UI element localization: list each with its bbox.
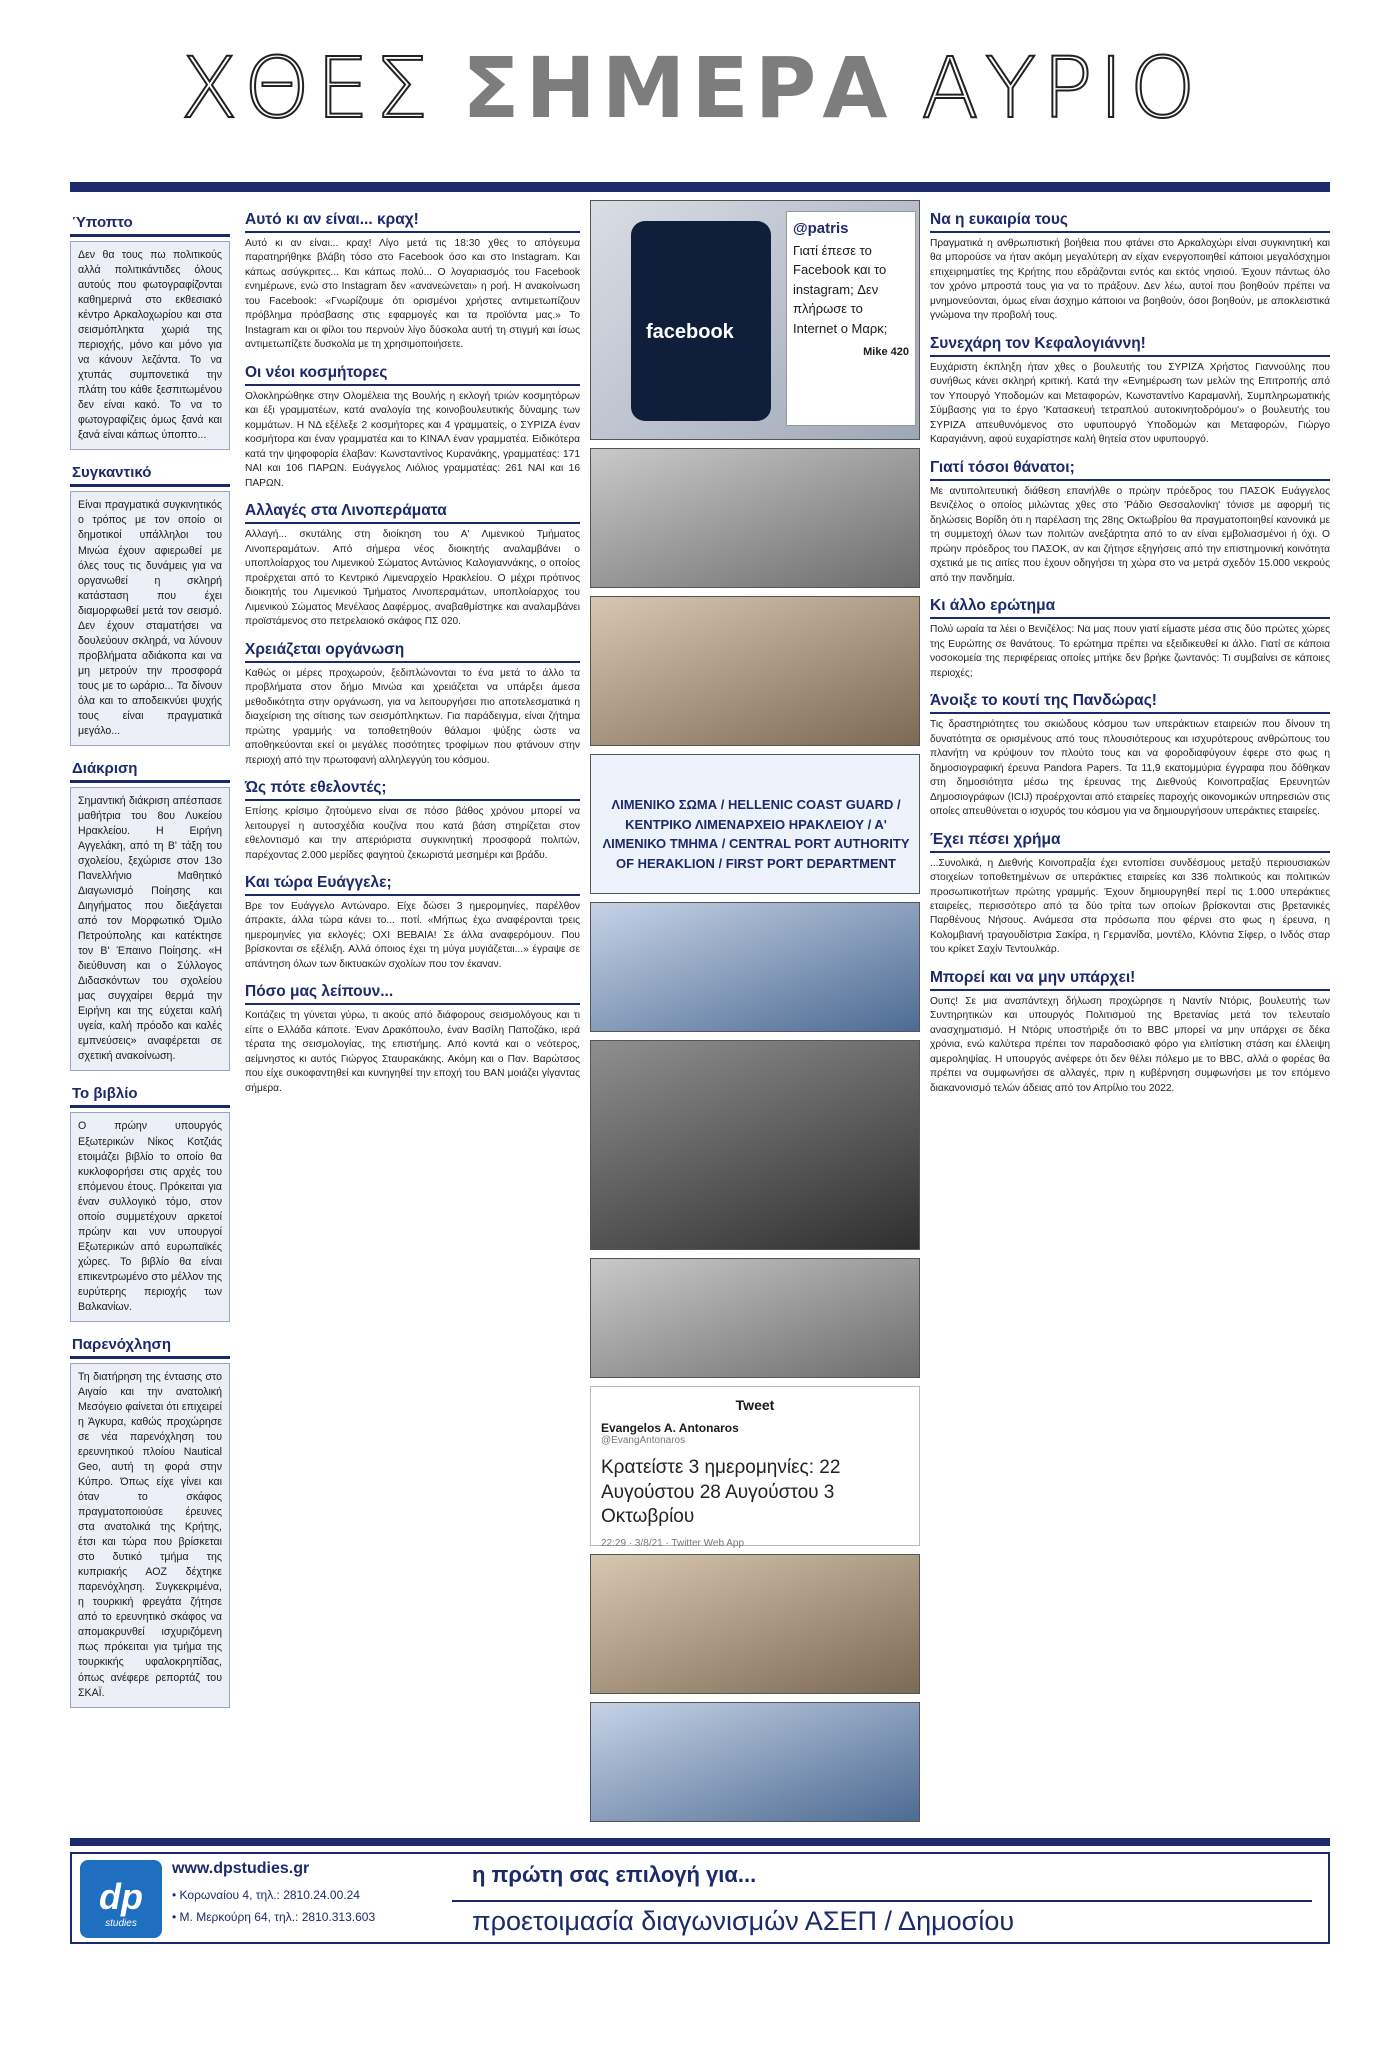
dorries-photo xyxy=(590,1702,920,1822)
tweet-handle: @EvangAntonaros xyxy=(601,1435,686,1446)
article-heading: Οι νέοι κοσμήτορες xyxy=(245,361,580,386)
patris-tag: @patris xyxy=(793,220,849,237)
tweet-body: Κρατείστε 3 ημερομηνίες: 22 Αυγούστου 28 Αυγούστου 3 Οκτωβρίου xyxy=(601,1457,841,1528)
article-heading: Αυτό κι αν είναι... κραχ! xyxy=(245,208,580,233)
advert-address-2: • Μ. Μερκούρη 64, τηλ.: 2810.313.603 xyxy=(172,1910,376,1924)
patris-cartoon xyxy=(786,211,916,426)
article xyxy=(930,966,1330,1096)
article-body: Επίσης κρίσιμο ζητούμενο είναι σε πόσο βάθος χρόνου μπορεί να λειτουργεί η αυτοσχέδια κουζίνα που κατά βάση στηρίζεται στον εθελοντισμό και την απεριόριστα συγκινητική προσφορά πολιτών, παρέχοντας 2.000 μερίδες φαγητού ζεκωριστά μεσημέρι και βράδυ. xyxy=(245,806,580,861)
article-heading: Ώς πότε εθελοντές; xyxy=(245,776,580,801)
article xyxy=(930,208,1330,324)
article xyxy=(245,980,580,1096)
logo-subtitle: studies xyxy=(105,1918,137,1929)
sidebar-heading: Ύποπτο xyxy=(70,210,230,237)
parliament-photo xyxy=(590,596,920,746)
sidebar-item xyxy=(70,1081,230,1321)
masthead xyxy=(0,0,1382,175)
sidebar-body: Τη διατήρηση της έντασης στο Αιγαίο και την ανατολική Μεσόγειο φαίνεται ότι επιχειρεί η Άγκυρα, καθώς προχώρησε σε νέα παρενόχληση του ερευνητικού πλοίου Nautical Geo, αυτή τη φορά στην Κύπρο. Όπως είχε γίνει και όταν το σκάφος πραγματοποιούσε έρευνες στα ανατολικά της Κρήτης, έτσι και τώρα που βρίσκεται στο δυτικό τμήμα της κυπριακής ΑΟΖ δέχτηκε παρενόχληση. Συγκεκριμένα, η τουρκική φρεγάτα ζήτησε από το ερευνητικό σκάφος να απομακρυνθεί ισχυριζόμενη πως πρόκειται για τμήμα της τουρκικής υφαλοκρηπίδας, όπως ανέφερε ρεπορτάζ του ΣΚΑΪ. xyxy=(70,1363,230,1708)
sidebar-item xyxy=(70,756,230,1072)
sidebar-heading: Συγκαντικό xyxy=(70,460,230,487)
tweet-author: Evangelos A. Antonaros xyxy=(601,1421,739,1435)
article xyxy=(245,871,580,972)
article-body: Με αντιπολιτευτική διάθεση επανήλθε ο πρώην πρόεδρος του ΠΑΣΟΚ Ευάγγελος Βενιζέλος ο οποίος μιλώντας χθες στο 'Ράδιο Θεσσαλονίκη' τόνισε με αφορμή τις δηλώσεις Βορίδη ότι η παρέλαση της 28ης Οκτωβρίου θα πραγματοποιηθεί κανονικά με τη συμμετοχή όλων των πολιτών ανεξάρτητα από το αν είναι εμβολιασμένοι ή όχι. Ο πρώην πρόεδρος του ΠΑΣΟΚ, αν και ζήτησε εξηγήσεις από την επιστημονική κοινότητα σχετικά με τις αιτίες που έχουν οδηγήσει τη χώρα στο να μετρά σχεδόν 15.000 νεκρούς από την πανδημία. xyxy=(930,485,1330,584)
article-heading: Και τώρα Ευάγγελε; xyxy=(245,871,580,896)
article-body: Βρε τον Ευάγγελο Αντώναρο. Είχε δώσει 3 ημερομηνίες, παρέλθον άπρακτε, άλλα τώρα κάνει το... ποτί. «Μήπως έχω αναφέρονται τρεις ημερομηνίες για εκλογές; ΟΧΙ ΒΕΒΑΙΑ! Σε άλλα αναφερόμουν. Που βρίσκονται σε εξέλιξη. Αλλά όποιος έχει τη μύγα μυγιάζεται...» έγραψε σε απάντηση όλων των δικτυακών σχολίων που τον έκαναν. xyxy=(245,900,580,970)
facebook-logo: facebook xyxy=(646,321,734,343)
antonaros-tweet xyxy=(590,1386,920,1550)
sidebar-heading: Παρενόχληση xyxy=(70,1332,230,1359)
article xyxy=(245,361,580,491)
right-column xyxy=(930,200,1330,1096)
article-heading: Συνεχάρη τον Κεφαλογιάννη! xyxy=(930,332,1330,357)
venizelos-photo xyxy=(590,902,920,1032)
politicians-photo xyxy=(590,448,920,588)
sidebar-item xyxy=(70,210,230,450)
article-heading: Πόσο μας λείπουν... xyxy=(245,980,580,1005)
article xyxy=(245,776,580,863)
article-body: Αλλαγή... σκυτάλης στη διοίκηση του Α' Λιμενικού Τμήματος Λινοπεραμάτων. Από σήμερα νέος διοικητής αναλαμβάνει ο υποπλοίαρχος του Λιμενικού Σώματος Αντώνιος Καλογιαννάκης, ο οποίος προέρχεται από το Κεντρικό Λιμεναρχείο Ηρακλείου. Ο μέχρι πρότινος διοικητής του Λιμενικού Τμήματος Λινοπεραμάτων, υποπλοίαρχος του Λιμενικού Σώματος Μενέλαος Δαφέρμος, αναβαθμίστηκε και αναλαμβάνει προϊστάμενος στο πετρελαιοκό σκάφος ΠΣ 020. xyxy=(245,529,580,628)
patris-text: Γιατί έπεσε το Facebook και το instagram; Δεν πλήρωσε το Internet ο Μαρκ; xyxy=(793,242,888,336)
article-body: Αυτό κι αν είναι... κραχ! Λίγο μετά τις 18:30 χθες το απόγευμα παρατηρήθηκε βλάβη τόσο στο Facebook όσο και στο Instagram. Και κάπως ασύγκριτες... Και κάπως πολύ... Ο λογαριασμός του Facebook ενημέρωνε, ενώ στο Instagram δεν «ανανεώνεται» η ροή. Η ανακοίνωση του Facebook: «Γνωρίζουμε ότι ορισμένοι χρήστες αντιμετωπίζουν πρόβλημα πρόσβασης στις εφαρμογές και τα προϊόντα μας.» Το Instagram και οι φίλοι του περνούν λίγο δύσκολα αυτή τη στιγμή και ίσως αντιμετωπίζετε δυσκολία με τη χρησιμοποιήσετε. xyxy=(245,238,580,351)
sidebar-item xyxy=(70,1332,230,1708)
warehouse-photo xyxy=(590,1040,920,1250)
dpstudies-logo xyxy=(80,1860,162,1938)
advert-tagline: η πρώτη σας επιλογή για... xyxy=(472,1862,757,1887)
advert-divider xyxy=(452,1900,1312,1902)
bottom-rule xyxy=(70,1838,1330,1846)
sidebar-body: Ο πρώην υπουργός Εξωτερικών Νίκος Κοτζιάς ετοιμάζει βιβλίο το οποίο θα κυκλοφορήσει στις αρχές του επόμενου έτους. Πρόκειται για έναν συλλογικό τόμο, στον οποίο συμμετέχουν αρκετοί πρώην και νυν υπουργοί Εξωτερικών από ευρωπαϊκές χώρες. Το βιβλίο θα είναι επικεντρωμένο στο μέλλον της ευρύτερης περιοχής των Βαλκανίων. xyxy=(70,1112,230,1321)
article-body: Ουπς! Σε μια αναπάντεχη δήλωση προχώρησε η Ναντίν Ντόρις, βουλευτής των Συντηρητικών και υπουργός Πολιτισμού της Βρετανίας μετά τον τελευταίο ανασχηματισμό. Η Ντόρις υποστήριξε ότι το BBC μπορεί να μην υπάρχει σε δέκα χρόνια, ενώ καλύτερα πρέπει τον παραδοσιακό φόρο για ελιτίστικη στάση και έλλειψη αμεροληψίας. Η υπουργός ανέφερε ότι δεν θέλει πόλεμο με το BBC, αλλά ο φορέας θα πρέπει να συμφωνήσει σε αλλαγές, πριν η κυβέρνηση συμφωνήσει με τον επόμενο διακανονισμό τελών άδειας από τον Απρίλιο του 2022. xyxy=(930,995,1330,1094)
article xyxy=(245,499,580,629)
advert-address-1: • Κορωναίου 4, τηλ.: 2810.24.00.24 xyxy=(172,1888,360,1902)
article-body: Πραγματικά η ανθρωπιστική βοήθεια που φτάνει στο Αρκαλοχώρι είναι συγκινητική και θα μπορούσε να ήταν ακόμη μεγαλύτερη αν είχαν ενεργοποιηθεί κάποιοι μεγαλόσχημοι επιχειρηματίες της Κρήτης που εδράζονται εντός και εκτός νησιού. Έχουν πάντως όλο τον χρόνο μπροστά τους για να το πράξουν. Δεν λέω, αυτοί που βοηθούν πρέπει να μνημονεύονται, όμως είναι άσχημο κάποιοι να βοηθούν, όσοι βοηθούν, με αποκλειστικά γνώμονα την προβολή τους. xyxy=(930,238,1330,322)
top-rule xyxy=(70,182,1330,192)
article-body: ...Συνολικά, η Διεθνής Κοινοπραξία έχει εντοπίσει συνδέσμους μεταξύ περιουσιακών στοιχείων τοποθετημένων σε υπεράκτιες εταιρείες και 336 πολιτικούς και πολιτικών προσωπικοτήτων πρώτης γραμμής. Έχουν δημιουργηθεί περί τις 1.000 υπεράκτιες εταιρείες, περισσότερο από τα δύο τρίτα των οποίων βρίσκονται στις βρετανικές Παρθένους Νήσους. Ανάμεσα στα πρόσωπα που φέρνει στο φως η έρευνα, η Κολομβιανή τραγουδίστρια Σακίρα, η Γερμανίδα, μοντέλο, Κλόντια Σίφερ, ο Ινδός σταρ του κρίκετ Σαχίν Τεντουλκάρ. xyxy=(930,857,1330,956)
pandora-faces-photo xyxy=(590,1258,920,1378)
sidebar-heading: Διάκριση xyxy=(70,756,230,783)
sidebar-heading: Το βιβλίο xyxy=(70,1081,230,1108)
tweet-footer: 22:29 · 3/8/21 · Twitter Web App xyxy=(601,1538,745,1550)
article-body: Καθώς οι μέρες προχωρούν, ξεδιπλώνονται το ένα μετά το άλλο τα προβλήματα στον δήμο Μινώα και χρειάζεται να υπάρξει άμεσα μεθοδικότητα στην οργάνωση, για να λειτουργήσει πιο αποτελεσματικά η διαχείριση της σίτισης των σεισμόπληκτων. Για παράδειγμα, είναι ζήτημα πρώτης γραμμής να τοποθετηθούν θάλαμοι ψύξης ώστε να αποθηκεύονται εκεί οι μεγάλες ποσότητες τροφίμων που φτάνουν στην περιοχή από την πρωτοφανή αλληλεγγύη του κόσμου. xyxy=(245,667,580,766)
coast-guard-sign-photo xyxy=(590,754,920,894)
article xyxy=(930,332,1330,448)
sidebar-body: Δεν θα τους πω πολιτικούς αλλά πολιτικάντιδες όλους αυτούς που φωτογραφίζονται καθημερινά στο εκθεσιακό κέντρο Αρκαλοχωρίου και στα σεισμόπληκτα χωριά της περιοχής, μόνο και μόνο για να κάνουν λεζάντα. Το να χτυπάς συμπονετικά την πλάτη του κάθε ξεσπιτωμένου δεν είναι κακό. Το να το φωτογραφίζεις όμως ξανά και ξανά είναι κάπως ύποπτο... xyxy=(70,241,230,450)
article xyxy=(245,208,580,353)
facebook-photo xyxy=(590,200,920,440)
article-heading: Έχει πέσει χρήμα xyxy=(930,828,1330,853)
article-heading: Αλλαγές στα Λινοπεράματα xyxy=(245,499,580,524)
sidebar-body: Είναι πραγματικά συγκινητικός ο τρόπος με τον οποίο οι δημοτικοί υπάλληλοι του Μινώα έχουν αφιερωθεί με όλες τους τις δυνάμεις για να οργανωθεί η σκληρή κατάσταση που έχει διαμορφωθεί μετά τον σεισμό. Δεν έχουν σταματήσει να δουλεύουν σκληρά, να λύνουν προβλήματα αδιάκοπα και να μη μετρούν την προσφορά τους με το ωράριο... Τα δίνουν όλα και το αποδεικνύει ψυχής τους είναι πραγματικά μεγάλο... xyxy=(70,491,230,746)
masthead-word-today: ΣΗΜΕΡΑ xyxy=(462,38,894,137)
page-body xyxy=(70,200,1330,1830)
dpstudies-advert[interactable] xyxy=(70,1852,1330,1944)
article-body: Κοιτάζεις τη γύνεται γύρω, τι ακούς από διάφορους σεισμολόγους και τι είπε ο Ελλάδα κάποτε. Έναν Δρακόπουλο, έναν Βασίλη Παποζάκο, ιερά τέρατα της σεισμολογίας, της επιστήμης. Από κοντά και ο νεότερος, αείμνηστος κι αυτός Γιώργος Σταυρακάκης. Ακόμη και ο Παν. Βαρώτσος που είχε συκοφαντηθεί και κυνηγηθεί την εποχή του ΒΑΝ μοιάζει γίγαντας σήμερα. xyxy=(245,1010,580,1094)
seismologists-photo xyxy=(590,1554,920,1694)
article-body: Ολοκληρώθηκε στην Ολομέλεια της Βουλής η εκλογή τριών κοσμητόρων και έξι γραμματέων, κατά αναλογία της κοινοβουλευτικής δύναμης των κομμάτων. Η ΝΔ εξέλεξε 2 κοσμήτορες και 4 γραμματείς, ο ΣΥΡΙΖΑ έναν κοσμήτορα και έναν γραμματέα και το ΚΙΝΑΛ έναν γραμματέα. Ειδικότερα κατά την ψηφοφορία έλαβαν: Κωνσταντίνος Κυρανάκης, γραμματέας: 171 ΝΑΙ και 106 ΠΑΡΩΝ. Ευάγγελος Λιόλιος γραμματέας: 261 ΝΑΙ και 16 ΠΑΡΩΝ. xyxy=(245,390,580,489)
tweet-title: Tweet xyxy=(735,1397,775,1413)
masthead-word-yesterday: ΧΘΕΣ xyxy=(180,38,435,137)
sidebar-item xyxy=(70,460,230,746)
middle-column xyxy=(245,200,580,1096)
coast-guard-sign-text: ΛΙΜΕΝΙΚΟ ΣΩΜΑ / HELLENIC COAST GUARD / ΚΕΝΤΡΙΚΟ ΛΙΜΕΝΑΡΧΕΙΟ ΗΡΑΚΛΕΙΟΥ / Α' ΛΙΜΕΝΙΚΟ ΤΜΗΜΑ / CENTRAL PORT AUTHORITY OF HERAKLION / FIRST PORT DEPARTMENT xyxy=(602,797,910,871)
article-heading: Κι άλλο ερώτημα xyxy=(930,594,1330,619)
article-heading: Άνοιξε το κουτί της Πανδώρας! xyxy=(930,689,1330,714)
article xyxy=(930,594,1330,681)
patris-signature: Mike 420 xyxy=(863,346,909,358)
advert-subtitle: προετοιμασία διαγωνισμών ΑΣΕΠ / Δημοσίου xyxy=(472,1906,1015,1936)
sidebar-column xyxy=(70,200,230,1708)
article-heading: Μπορεί και να μην υπάρχει! xyxy=(930,966,1330,991)
article-body: Πολύ ωραία τα λέει ο Βενιζέλος: Να μας πουν γιατί είμαστε μέσα στις δύο πρώτες χώρες της Ευρώπης σε θανάτους. Το ερώτημα πρέπει να εξειδικευθεί κι άλλο. Γιατί σε κάποια νοσοκομεία της περιφέρειας οποίες μπήκε δεν βρήκε ζωντανός: Τι συμβαίνει σε κάποιες περιοχές; xyxy=(930,624,1330,679)
advert-url[interactable]: www.dpstudies.gr xyxy=(172,1860,310,1877)
article xyxy=(930,456,1330,586)
sidebar-body: Σημαντική διάκριση απέσπασε μαθήτρια του 8ου Λυκείου Ηρακλείου. Η Ειρήνη Αγγελάκη, από τη Β' τάξη του σχολείου, ξεχώρισε στον 13ο Πανελλήνιο Μαθητικό Διαγωνισμό Ποίησης και Διηγήματος που διεξάγεται από τον Μορφωτικό Όμιλο Πετρούπολης και κατέκτησε τον Β' Έπαινο Ποίησης. «Η διεύθυνση και ο Σύλλογος Διδασκόντων του σχολείου μας συγχαίρει θερμά την Ειρήνη και της εύχεται καλή υγεία, καλή πρόοδο και καλές εμπνεύσεις» αναφέρεται σε σχετική ανακοίνωση. xyxy=(70,787,230,1072)
article xyxy=(930,828,1330,958)
image-column xyxy=(590,200,920,1830)
article-body: Τις δραστηριότητες του σκιώδους κόσμου των υπεράκτιων εταιρειών που δίνουν τη δυνατότητα σε ορισμένους από τους πλουσιότερους και ισχυρότερους ανθρώπους του πλανήτη να κρύψουν τον πλούτο τους και να φοροδιαφύγουν έφερε στο φως η δημοσιογραφική έρευνα Pandora Papers. Τα 11,9 εκατομμύρια έγγραφα που δόθηκαν στη δημοσιότητα μέσω της έρευνας της Διεθνούς Κοινοπραξίας Ερευνητών Δημοσιογράφων (ICIJ) προέρχονται από εταιρείες παροχής οικονομικών υπηρεσιών στις οποίες απευθύνεται ο ισχυρός του κόσμου για να δημιουργήσουν υπεράκτιες εταιρείες. xyxy=(930,719,1330,818)
article-heading: Να η ευκαιρία τους xyxy=(930,208,1330,233)
article xyxy=(245,638,580,768)
article-heading: Γιατί τόσοι θάνατοι; xyxy=(930,456,1330,481)
article-heading: Χρειάζεται οργάνωση xyxy=(245,638,580,663)
article-body: Ευχάριστη έκπληξη ήταν χθες ο βουλευτής του ΣΥΡΙΖΑ Χρήστος Γιαννούλης που συνήθως κάνει σκληρή κριτική. Κατά την «Ενημέρωση των μελών της Επιτροπής από τον Υπουργό Υποδομών και Μεταφορών, Κωνσταντίνο Καραμανλή, Συμπληρωματικής Σύμβασης για το έργο 'Κατασκευή τετραπλού αυτοκινητοδρόμου'» ο βουλευτής του ΣΥΡΙΖΑ απευθυνόμενος στο υφυπουργό Υποδομών και Μεταφορών, Γιώργο Καραγιάννη, αφού ευχαρίστησε καλή θητεία στον υφυπουργό. xyxy=(930,361,1330,446)
article xyxy=(930,689,1330,819)
logo-letters: dp xyxy=(99,1876,143,1917)
masthead-word-tomorrow: ΑΥΡΙΟ xyxy=(921,38,1202,137)
